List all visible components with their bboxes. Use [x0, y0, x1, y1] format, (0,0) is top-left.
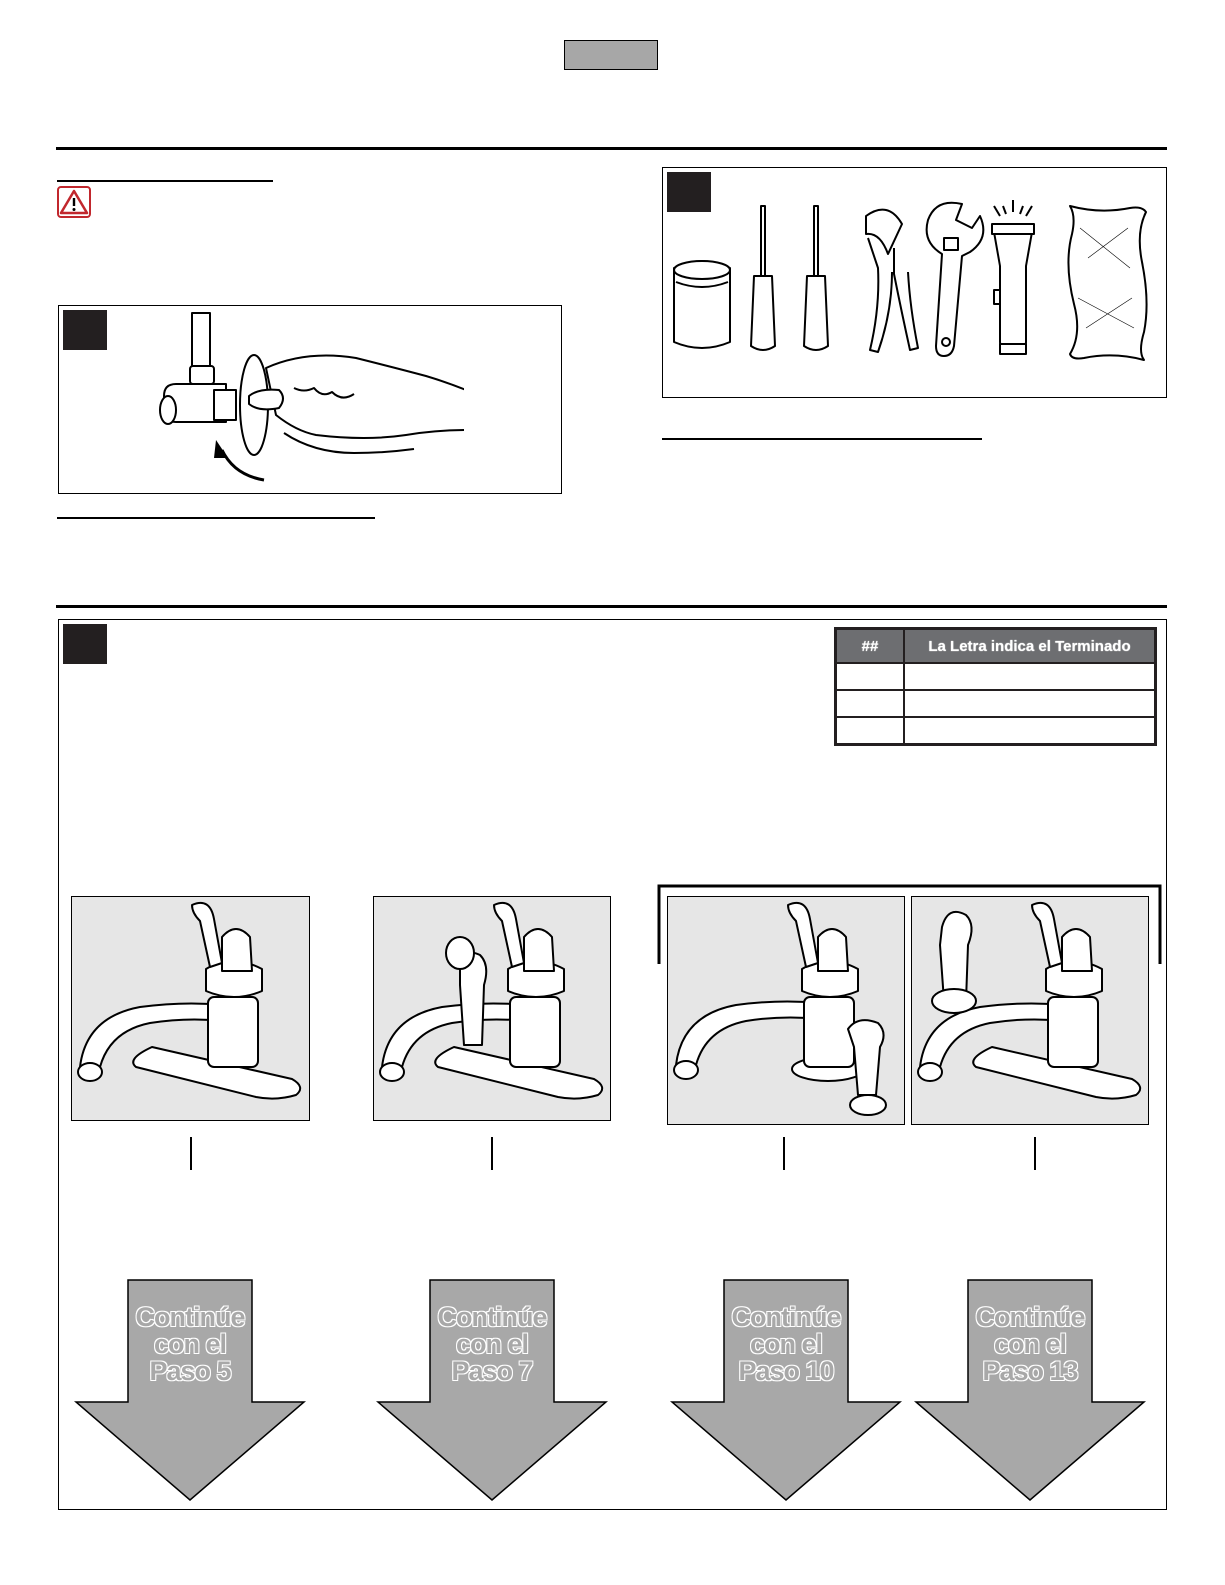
- step-badge: [63, 310, 107, 350]
- table-row: [836, 663, 1156, 690]
- step-2-tools-panel: [662, 167, 1167, 398]
- finish-table: [834, 627, 1157, 746]
- model-tick-3: [783, 1137, 785, 1170]
- arrow-label: Continúe con el Paso 7: [437, 1302, 547, 1386]
- finish-table-header-finish: La Letra indica el Terminado: [904, 629, 1156, 664]
- continue-arrow-3: [670, 1278, 902, 1502]
- arrow-label: Continúe con el Paso 10: [731, 1302, 841, 1386]
- section-rule-middle: [56, 605, 1167, 608]
- pliers-icon: [866, 210, 918, 352]
- sealant-jar-icon: [674, 261, 730, 348]
- phillips-screwdriver-icon: [804, 206, 828, 350]
- faucet-model-2: [373, 896, 611, 1121]
- arrow-label: Continúe con el Paso 5: [135, 1302, 245, 1386]
- continue-arrow-2: [376, 1278, 608, 1502]
- flat-screwdriver-icon: [751, 206, 775, 350]
- table-row: [836, 690, 1156, 717]
- table-row: [836, 717, 1156, 745]
- step-1-panel: [58, 305, 562, 494]
- arrow-label: Continúe con el Paso 13: [975, 1302, 1085, 1386]
- step-badge: [63, 624, 107, 664]
- adjustable-wrench-icon: [927, 203, 984, 356]
- model-tick-1: [190, 1137, 192, 1170]
- page-tab: [564, 40, 658, 70]
- section-rule-top: [56, 147, 1167, 150]
- faucet-model-1: [71, 896, 310, 1121]
- model-tick-4: [1034, 1137, 1036, 1170]
- section-heading-underline: [57, 180, 273, 182]
- flashlight-icon: [992, 200, 1034, 354]
- towel-icon: [1068, 206, 1146, 360]
- faucet-model-3: [667, 896, 905, 1125]
- continue-arrow-1: [74, 1278, 306, 1502]
- model-tick-2: [491, 1137, 493, 1170]
- shutoff-valve-illustration: [154, 308, 464, 491]
- tools-illustration: [668, 198, 1163, 394]
- warning-icon: [57, 186, 91, 218]
- step-2-caption-underline: [662, 438, 982, 440]
- faucet-model-4: [911, 896, 1149, 1125]
- step-1-caption-underline: [57, 517, 375, 519]
- continue-arrow-4: [914, 1278, 1146, 1502]
- finish-table-header-code: ##: [836, 629, 905, 664]
